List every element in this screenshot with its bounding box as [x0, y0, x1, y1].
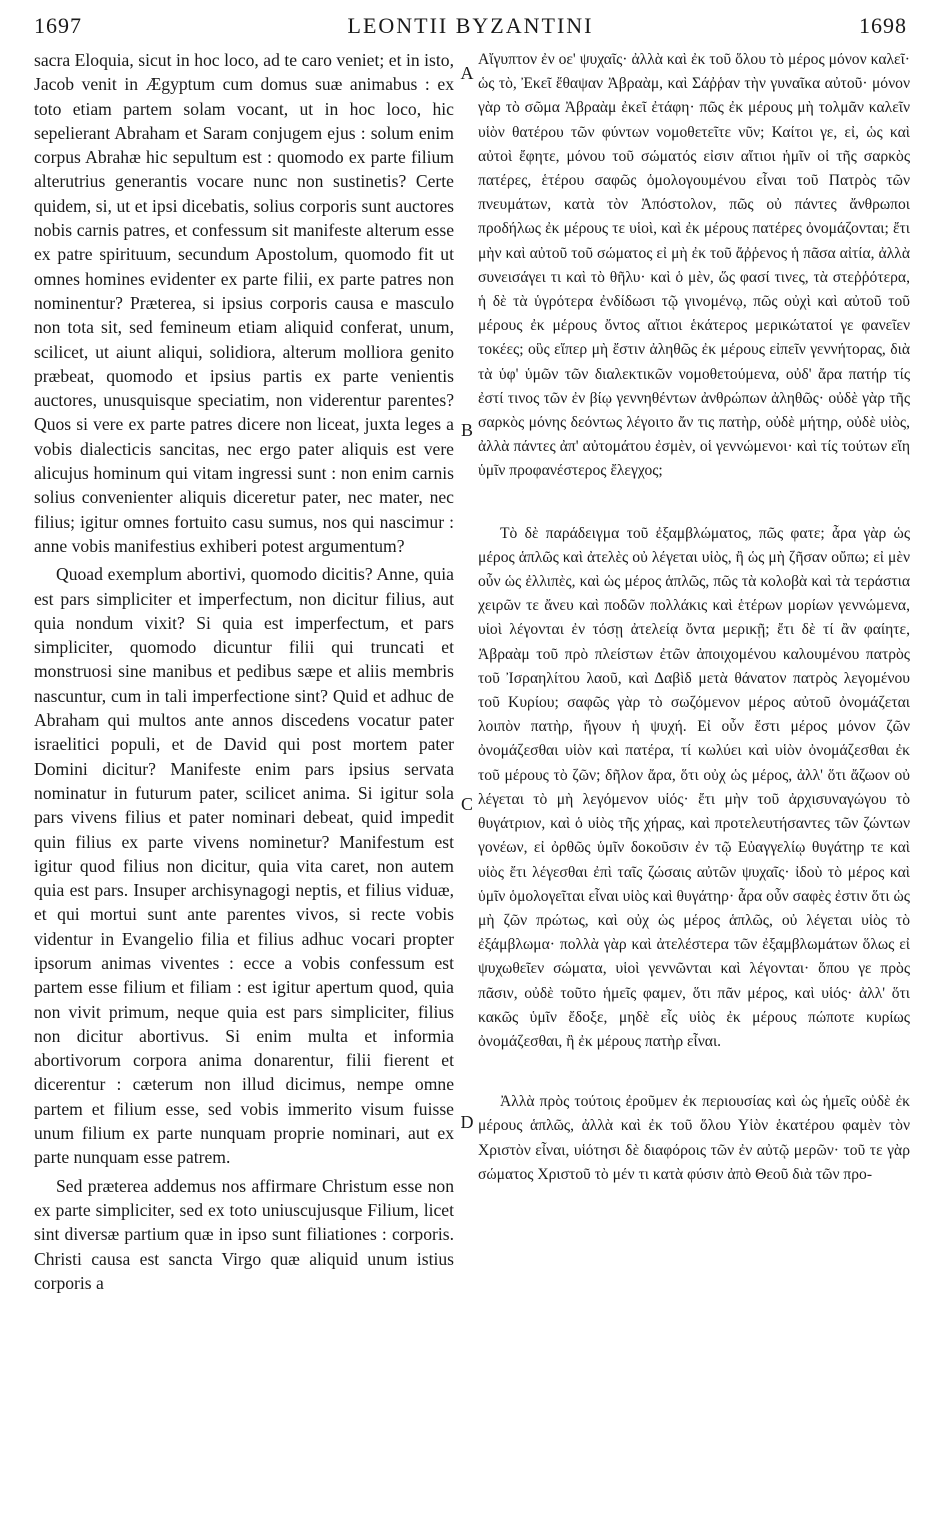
greek-paragraph-3: Ἀλλὰ πρὸς τούτοις ἐροῦμεν ἐκ περιουσίας καὶ ὡς ἡμεῖς οὐδὲ ἐκ μέρους ἁπλῶς, ἀλλὰ καὶ ἐκ τοῦ ὅλου Υἱὸν ἑκατέρου φαμὲν τὸν Χριστὸν εἶναι, υἱότησι δὲ διαφόροις τῶν ἐν αὐτῷ μερῶν· τοῦ τε γὰρ σώματος Χριστοῦ τὸ μέν τι κατὰ φύσιν ἀπὸ Θεοῦ διὰ τῶν προ- [478, 1093, 910, 1183]
margin-marker-d: D [460, 1112, 474, 1132]
latin-paragraph-1: sacra Eloquia, sicut in hoc loco, ad te caro veniet; et in isto, Jacob venit in Ægyptum cum domus suæ animabus : ex toto etiam partem solam vocant, ut in hoc loco, hic sepelierant Abraham et Saram conjugem ejus : solum enim corpus Abrahæ hic sepultum est : quomodo ex parte filium alterutrius generantis vocare nunc non sustinetis? Certe quidem, si, ut et ipsi dicebatis, solius corporis sunt auctores nobis carnis patres, et confessum sit manifeste alterum esse ex patre spirituum, secundum Apostolum, quomodo fit ut omnes homines evidenter ex parte filii, ex parte patres non nominentur? Præterea, si ipsius corporis causa e masculo non tota sit, sed femineum etiam aliquid conferat, unum, scilicet, ut aiunt aliqui, solidiora, alterum molliora genito præbeat, quomodo et ipsius partis ex parte venientis auctores, unusquisque speciatim, non viderentur parentes? Quos si vere ex parte patres dicere non liceat, juxta leges a vobis dialecticis sancitas, nec ergo pater aliquis est vere alicujus hominum qui vitam ingressi sunt : non enim carnis solius convenienter aliquis diceretur pater, nec mater, nec filius; igitur omnes fortuito casu sumus, nos qui nascimur : anne vobis manifestius exhiberi potest argumentum? [34, 50, 454, 556]
margin-marker-b: B [460, 420, 473, 440]
greek-paragraph-1: Αἴγυπτον ἐν οε' ψυχαῖς· ἀλλὰ καὶ ἐκ τοῦ ὅλου τὸ μέρος μόνον καλεῖ· ὡς τὸ, Ἐκεῖ ἔθαψαν Ἀβραὰμ, καὶ Σάῤῥαν τὴν γυναῖκα αὐτοῦ· μόνον γὰρ τὸ σῶμα Ἀβραὰμ ἐκεῖ ἐτάφη· πῶς ἐκ μέρους μὴ τολμᾶν καλεῖν υἱὸν θατέρου τῶν φύντων νομοθετεῖτε νῦν; Καίτοι γε, εἰ, ὡς καὶ αὐτοὶ ἔφητε, μόνου τοῦ σώματός εἰσιν αἴτιοι ἡμῖν οἱ τῆς σαρκὸς πατέρες, ἑτέρου σαφῶς ὁμολογουμένου εἶναι τοῦ Πατρὸς τῶν πνευμάτων, κατὰ τὸν Ἀπόστολον, πῶς οὐ πάντες ἄνθρωποι προδήλως ἐκ μέρους τε υἱοὶ, καὶ ἐκ μέρους πατέρες ὀνομάζονται; ἔτι μὴν καὶ αὐτοῦ τοῦ σώματος εἰ μὴ ἐκ τοῦ ἄῤῥενος ἡ πᾶσα αἰτία, ἀλλὰ συνεισάγει τι καὶ τὸ θῆλυ· καὶ ὁ μὲν, ὥς φασί τινες, τὰ στεῤῥότερα, ἡ δὲ τὰ ὑγρότερα ἐνδίδωσι τῷ γινομένῳ, πῶς οὐχὶ καὶ αὐτοῦ τοῦ μέρους ἐκ μέρους ὄντος αἴτιοι ἑκάτερος μερικώτατοί γε φανεῖεν τοκέες; οὓς εἴπερ μὴ ἔστιν ἀληθῶς ἐκ μέρους εἰπεῖν γεννήτορας, διὰ τὰ ὑφ' ὑμῶν τῶν διαλεκτικῶν νομοθετούμενα, οὐδ' ἄρα πατήρ τίς ἐστί τινος τῶν ἐν βίῳ γεννηθέντων ἀνθρώπων ἀληθῶς· οὐδὲ γὰρ τῆς σαρκὸς μόνης δεόντως λέγοιτο ἄν τις πατὴρ, οὐδὲ μήτηρ, οὐδὲ υἱὸς, ἀλλὰ πάντες ἀπ' αὐτομάτου ἐσμὲν, οἱ γεννώμενοι· καὶ τίς τούτων εἴη ὑμῖν προφανέστερος ἔλεγχος; [478, 51, 910, 480]
running-header [34, 6, 907, 46]
latin-paragraph-3: Sed præterea addemus nos affirmare Christum esse non ex parte simpliciter, sed ex toto uniuscujusque Filium, licet sint diversæ partium quæ in ipso sunt filiationes : corporis. Christi causa est sancta Virgo quæ aliquid unum istius corporis a [34, 1175, 454, 1293]
margin-marker-a: A [460, 63, 474, 83]
running-title: LEONTII BYZANTINI [347, 13, 594, 38]
page-number-left: 1697 [34, 13, 82, 38]
page-number-right: 1698 [859, 13, 907, 38]
latin-column [34, 48, 454, 1295]
margin-marker-c: C [460, 794, 473, 814]
greek-paragraph-2: Τὸ δὲ παράδειγμα τοῦ ἐξαμβλώματος, πῶς φατε; ἆρα γὰρ ὡς μέρος ἁπλῶς καὶ ἀτελὲς οὐ λέγεται υἱὸς, ἢ ὡς μὴ ζῆσαν οὔπω; εἰ μὲν οὖν ὡς ἐλλιπὲς, καὶ ὡς μέρος ἁπλῶς, πῶς τὰ κολοβὰ καὶ τὰ τεράστια χειρῶν τε ἄνευ καὶ ποδῶν πολλάκις καὶ ἑτέρων μορίων γεννώμενα, υἱοὶ λέγονται ἐν τόσῃ ἀτελείᾳ ὄντα μερικῇ; ἔτι δὲ τί ἂν φαίητε, Ἀβραὰμ τοῦ πρὸ πλείστων ἐτῶν ἀποιχομένου καλουμένου πατρὸς τοῦ Ἰσραηλίτου λαοῦ, καὶ Δαβὶδ μετὰ θάνατον πατρὸς λεγομένου τοῦ Κυρίου; σαφῶς γὰρ τὸ σωζόμενον μέρος αὐτοῦ ὀνομάζεται λοιπὸν πατὴρ, ἤγουν ἡ ψυχή. Εἰ οὖν ἔστι μέρος μόνον ζῶν ὀνομάζεσθαι υἱὸν καὶ πατέρα, τί κωλύει καὶ υἱὸν ὀνομάζεσθαι ἐκ τοῦ μέρους τὸ ζῶν; δῆλον ἄρα, ὅτι οὐχ ὡς μέρος, ἀλλ' ὅτι ἄζωον οὐ λέγεται τὸ μὴ λεγόμενον υἱός· ἔτι μὴν τοῦ ἀρχισυναγώγου τὸ θυγάτριον, καὶ ὁ υἱὸς τῆς χήρας, καὶ προτελευτήσαντες τῶν ζώντων γονέων, εἰ ὀρθῶς ὑμῖν δοκοῦσιν ἐν τῷ Εὐαγγελίῳ θυγάτηρ τε καὶ υἱὸς ἔτι λέγεσθαι ἐπὶ ταῖς ζώσαις αὐτῶν ψυχαῖς· ἰδοὺ τὸ μέρος καὶ ὑμῖν ὁμολογεῖται εἶναι υἱὸς καὶ θυγάτηρ· ἆρα οὖν σαφὲς ἐστιν ὅτι ὡς μὴ ζῶν πρώτως, καὶ οὐχ ὡς μέρος ἁπλῶς, οὐ λέγεται υἱὸς τὸ ἐξάμβλωμα· πολλὰ γὰρ καὶ ἀτελέστερα τῶν ἐξαμβλωμάτων ὅλως εἰ ψυχωθεῖεν σώματα, υἱοὶ γεννῶνται καὶ λέγονται· ὅπου γε πρὸς πᾶσιν, οὐδὲ τοῦτο ἡμεῖς φαμεν, ὅτι πᾶν μέρος, καὶ υἱός· ἀλλ' ὅτι κακῶς ὑμῖν ἔδοξε, μηδὲ εἷς υἱὸς ἐκ μέρους πώποτε κυρίως ὀνομάζεσθαι, ἢ ἐκ μέρους πατὴρ εἶναι. [478, 524, 910, 1050]
greek-column [478, 48, 910, 1187]
latin-paragraph-2: Quoad exemplum abortivi, quomodo dicitis? Anne, quia est pars simpliciter et imperfectum, non dicitur filius, aut quia nondum vixit? Si quia est imperfectum, et pars simpliciter, quomodo dicuntur filii qui truncati et monstruosi sine manibus et pedibus sæpe et aliis membris nascuntur, cum in tali imperfectione sint? Quid et adhuc de Abraham qui multos ante annos discedens vocatur pater israelitici populi, et de David qui post mortem pater Domini dicitur? Manifeste enim pars ipsius servata nominatur in futurum pater, scilicet anima. Si igitur sola pars vivens filius et pater nominari debeat, quid impedit quin filius ex parte vivens nominetur? Manifestum est igitur quod filius non dicitur, quia vita caret, non autem quia est pars. Insuper archisynagogi neptis, et filius viduæ, et qui mortui sunt ante parentes vivos, si recte vobis videntur in Evangelio filia et filius adhuc vocari propter ipsorum animas viventes : ecce a vobis confessum est partem esse filium et filiam : est igitur apertum quod, quia non vivit primum, neque quia est pars simpliciter, filius non dicitur abortivus. Si enim multa et informia abortivorum corpora anima donarentur, filii fierent et dicerentur : cæterum non illud dicimus, nempe omne partem et filium esse, sed vobis immerito visum fuisse unum filium ex parte nunquam proprie nominari, aut ex parte nunquam esse patrem. [34, 564, 454, 1168]
